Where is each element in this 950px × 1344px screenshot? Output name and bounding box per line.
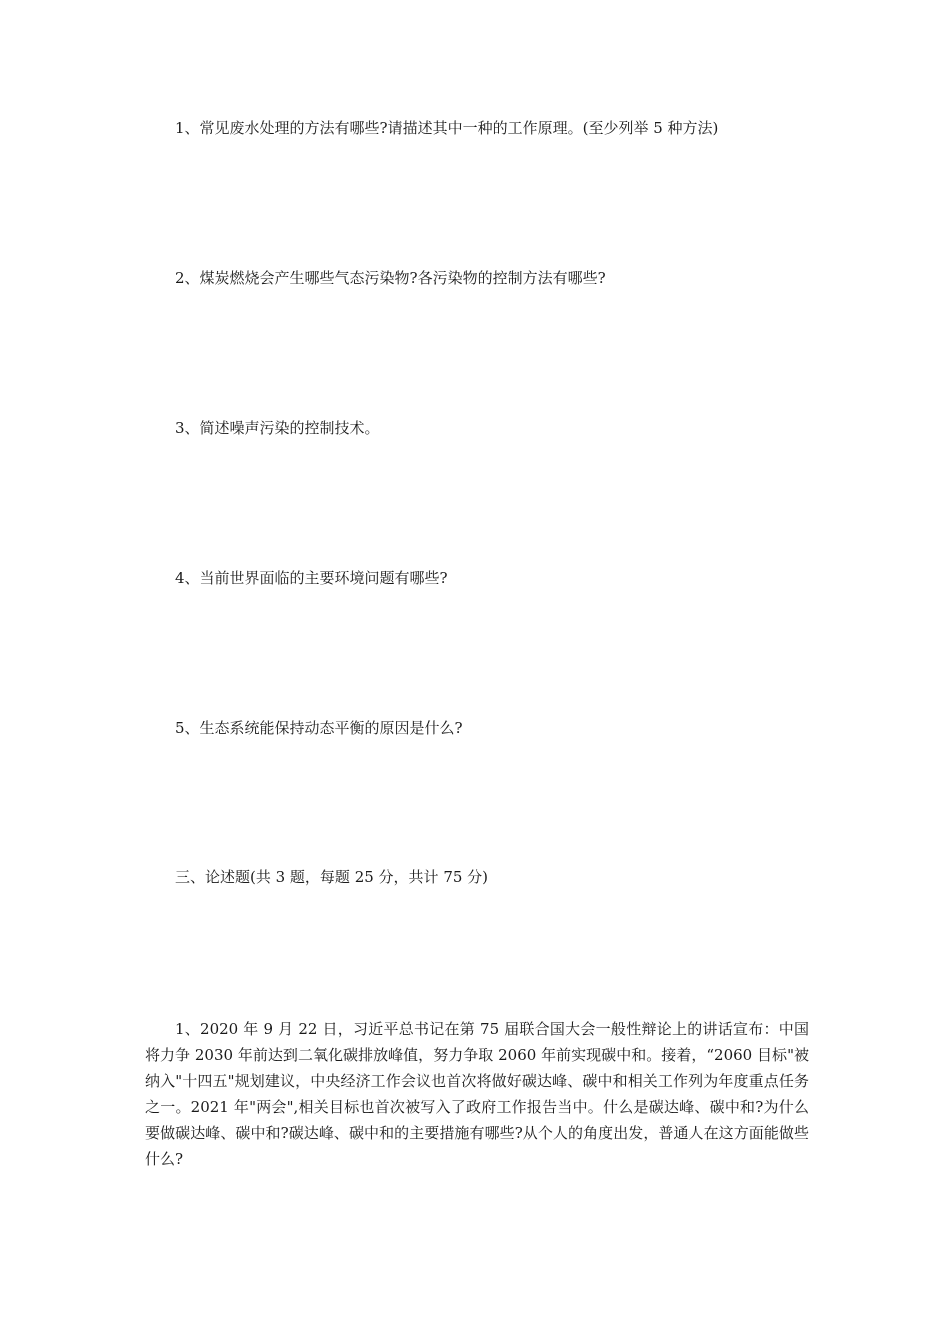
question-4: 4、当前世界面临的主要环境问题有哪些? (175, 569, 448, 587)
section-heading: 三、论述题(共 3 题，每题 25 分，共计 75 分) (175, 868, 489, 886)
question-2: 2、煤炭燃烧会产生哪些气态污染物?各污染物的控制方法有哪些? (175, 269, 606, 287)
question-1: 1、常见废水处理的方法有哪些?请描述其中一种的工作原理。(至少列举 5 种方法) (175, 119, 719, 137)
question-3: 3、简述噪声污染的控制技术。 (175, 419, 380, 437)
question-5: 5、生态系统能保持动态平衡的原因是什么? (175, 719, 463, 737)
essay-question-1: 1、2020 年 9 月 22 日，习近平总书记在第 75 届联合国大会一般性辩论上的讲话宣布：中国将力争 2030 年前达到二氧化碳排放峰值，努力争取 2060 年前实现碳中和。接着，“2060 目标"被纳入"十四五"规划建议，中央经济工作会议也首次将做好碳达峰、碳中和相关工作列为年度重点任务之一。2021 年"两会",相关目标也首次被写入了政府工作报告当中。什么是碳达峰、碳中和?为什么要做碳达峰、碳中和?碳达峰、碳中和的主要措施有哪些?从个人的角度出发，普通人在这方面能做些什么? (145, 1020, 809, 1168)
